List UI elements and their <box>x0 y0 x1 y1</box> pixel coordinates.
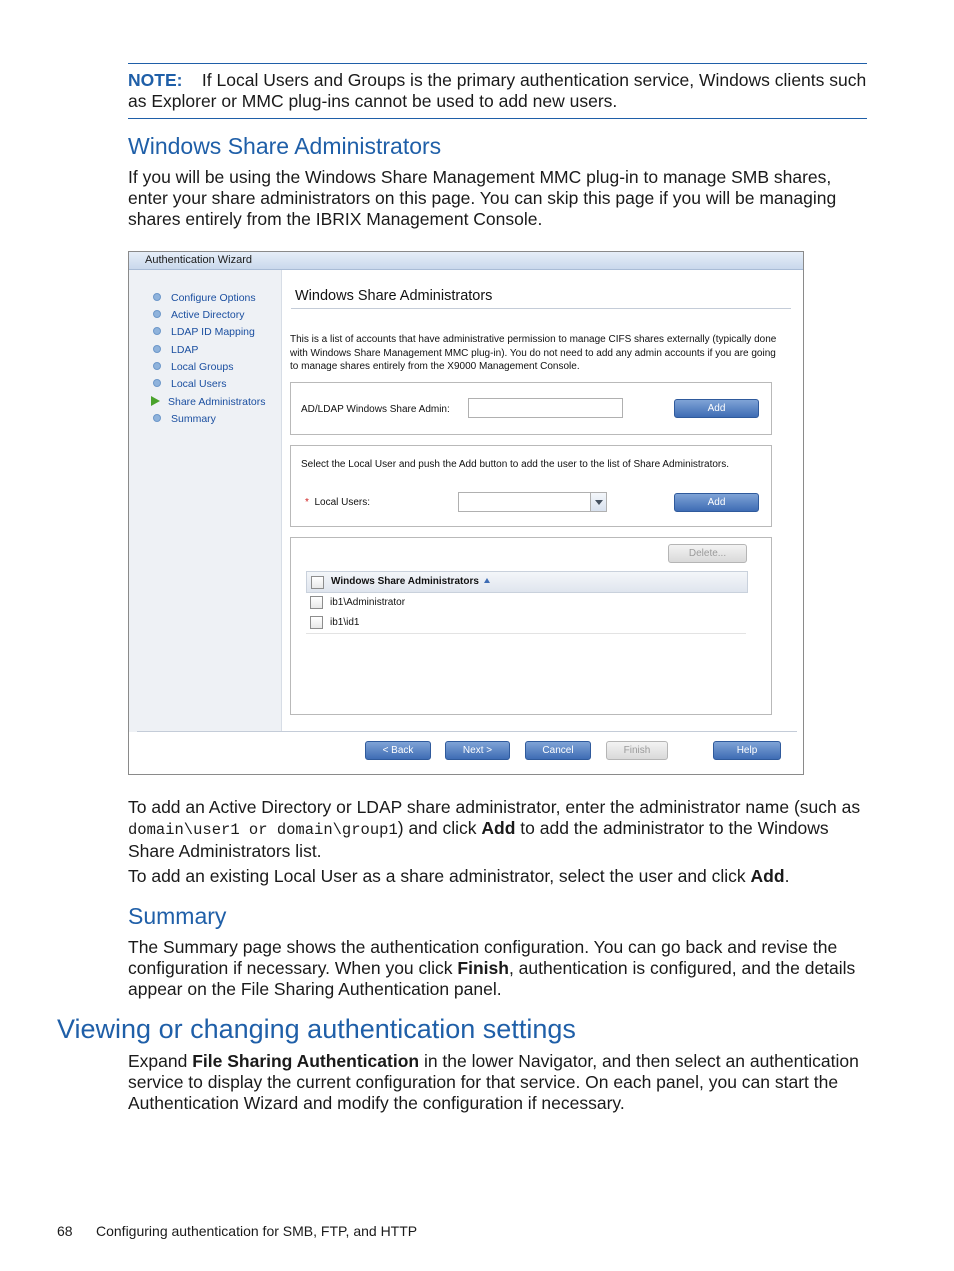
authentication-wizard-screenshot <box>128 251 804 775</box>
local-users-box <box>290 445 772 527</box>
section-heading-share-admins: Windows Share Administrators <box>128 133 442 159</box>
add-local-user-button[interactable]: Add <box>674 493 759 512</box>
admin-name: ib1\id1 <box>330 617 360 628</box>
admin-grid-header[interactable] <box>306 571 748 593</box>
note-label: NOTE: <box>128 70 183 90</box>
panel-title: Windows Share Administrators <box>295 288 493 304</box>
section-heading-summary: Summary <box>128 903 227 929</box>
admin-grid-header-label[interactable]: Windows Share Administrators <box>331 572 490 592</box>
wizard-nav <box>129 270 282 732</box>
row-checkbox[interactable] <box>310 596 323 609</box>
bullet-icon <box>153 379 161 387</box>
example-code: domain\user1 or domain\group1 <box>128 821 398 839</box>
finish-button[interactable]: Finish <box>606 741 668 760</box>
nav-item-share-administrators[interactable]: Share Administrators <box>153 395 265 409</box>
select-all-checkbox[interactable] <box>311 576 324 589</box>
nav-item-active-directory[interactable]: Active Directory <box>153 308 245 322</box>
local-users-select[interactable] <box>458 492 607 512</box>
nav-item-local-users[interactable]: Local Users <box>153 377 226 391</box>
chapter-title: Configuring authentication for SMB, FTP, and HTTP <box>96 1223 418 1239</box>
ad-ldap-admin-label: AD/LDAP Windows Share Admin: <box>301 404 450 415</box>
ad-ldap-instructions: To add an Active Directory or LDAP share administrator, enter the administrator name (such as domain\user1 or domain\group1) and click Add to add the administrator to the Windows Share Administrators list. <box>128 797 861 861</box>
note-text: If Local Users and Groups is the primary authentication service, Windows clients such as Explorer or MMC plug-ins cannot be used to add new users. <box>128 70 867 111</box>
wizard-bottom-rule <box>137 731 797 732</box>
note <box>128 70 868 112</box>
nav-item-summary[interactable]: Summary <box>153 412 216 426</box>
share-admins-intro: If you will be using the Windows Share Management MMC plug-in to manage SMB shares, enter your share administrators on this page. You can skip this page if you will be managing shares entirely from the IBRIX Management Console. <box>128 167 837 229</box>
bullet-icon <box>153 414 161 422</box>
bullet-icon <box>153 345 161 353</box>
local-user-instructions: To add an existing Local User as a share administrator, select the user and click Add. <box>128 866 790 886</box>
bullet-icon <box>153 310 161 318</box>
back-button[interactable]: < Back <box>365 741 431 760</box>
nav-item-ldap-id-mapping[interactable]: LDAP ID Mapping <box>153 325 255 339</box>
note-bottom-rule <box>128 118 867 119</box>
row-checkbox[interactable] <box>310 616 323 629</box>
bullet-icon <box>153 362 161 370</box>
local-user-instruction: Select the Local User and push the Add button to add the user to the list of Share Administrators. <box>301 459 730 470</box>
add-admin-button[interactable]: Add <box>674 399 759 418</box>
ad-ldap-admin-box <box>290 382 772 435</box>
local-users-label-row <box>305 497 370 508</box>
bullet-icon <box>153 327 161 335</box>
required-marker: * <box>305 497 309 508</box>
sort-ascending-icon <box>484 578 490 583</box>
nav-item-configure-options[interactable]: Configure Options <box>153 291 256 305</box>
panel-title-rule <box>291 308 791 309</box>
page-number: 68 <box>57 1223 73 1239</box>
viewing-paragraph: Expand File Sharing Authentication in the lower Navigator, and then select an authentication service to display the current configuration for that service. On each panel, you can start the Authentication Wizard and modify the configuration if necessary. <box>128 1051 859 1113</box>
table-row[interactable] <box>306 613 746 634</box>
ad-ldap-admin-input[interactable] <box>468 398 623 418</box>
wizard-title-bar <box>129 252 803 270</box>
bullet-icon <box>153 293 161 301</box>
admin-list-box <box>290 537 772 715</box>
summary-paragraph: The Summary page shows the authentication configuration. You can go back and revise the configuration if necessary. When you click Finish, authentication is configured, and the details appear on the File Sharing Authentication panel. <box>128 937 856 999</box>
panel-description: This is a list of accounts that have administrative permission to manage CIFS shares externally (typically done with Windows Share Management MMC plug-in). You do not need to add any admin accounts if you are going to manage shares entirely from the X9000 Management Console. <box>290 334 777 372</box>
nav-item-local-groups[interactable]: Local Groups <box>153 360 233 374</box>
chevron-down-icon[interactable] <box>590 493 606 511</box>
cancel-button[interactable]: Cancel <box>525 741 591 760</box>
note-top-rule <box>128 63 867 64</box>
help-button[interactable]: Help <box>713 741 781 760</box>
local-users-label: Local Users: <box>314 497 371 508</box>
delete-button[interactable]: Delete... <box>668 544 747 563</box>
nav-item-ldap[interactable]: LDAP <box>153 343 198 357</box>
table-row[interactable] <box>306 593 746 614</box>
admin-name: ib1\Administrator <box>330 597 406 608</box>
current-step-arrow-icon <box>151 396 160 406</box>
next-button[interactable]: Next > <box>445 741 510 760</box>
wizard-title: Authentication Wizard <box>145 254 252 266</box>
section-heading-viewing: Viewing or changing authentication settings <box>57 1014 576 1044</box>
